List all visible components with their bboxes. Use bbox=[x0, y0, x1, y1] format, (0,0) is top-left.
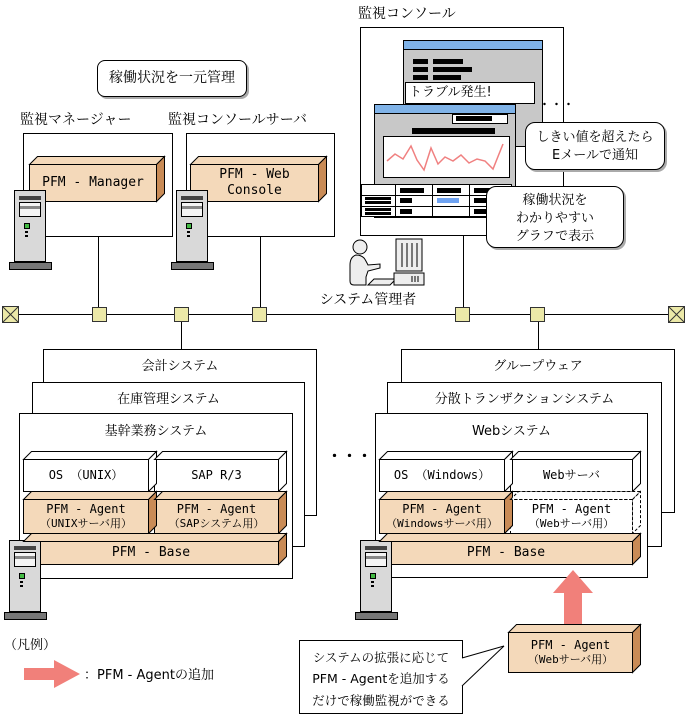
pfm-base-left-box bbox=[23, 541, 279, 565]
window-titlebar bbox=[375, 105, 515, 114]
threshold-bubble-line1: しきい値を超えたら bbox=[536, 130, 654, 145]
connection-line bbox=[260, 237, 261, 307]
pfm-agent-web-placeholder-box bbox=[510, 499, 633, 534]
window-titlebar bbox=[404, 41, 542, 50]
pfm-agent-unix-line1: PFM - Agent bbox=[46, 502, 126, 517]
server-tower-base-icon bbox=[4, 612, 47, 620]
pfm-agent-web-line1: PFM - Agent bbox=[531, 502, 612, 517]
pfm-manager-label: PFM - Manager bbox=[42, 174, 144, 190]
pfm-agent-addon-line1: PFM - Agent bbox=[530, 638, 611, 653]
network-terminator-icon bbox=[668, 306, 685, 323]
stack-separator-ellipsis: ・・・ bbox=[327, 447, 373, 465]
os-unix-box bbox=[23, 459, 149, 492]
pfm-agent-sap-line1: PFM - Agent bbox=[176, 502, 257, 517]
network-node-icon bbox=[455, 307, 470, 322]
expansion-callout-line1: システムの拡張に応じて bbox=[312, 650, 450, 665]
core-business-system-label: 基幹業務システム bbox=[104, 424, 208, 439]
toolbar-field bbox=[452, 114, 508, 124]
inventory-system-label: 在庫管理システム bbox=[117, 392, 220, 407]
administrator-icon bbox=[346, 237, 426, 293]
connection-line bbox=[98, 237, 99, 307]
monitoring-manager-label: 監視マネージャー bbox=[20, 112, 132, 128]
graph-bubble-line1: 稼働状況を bbox=[522, 193, 588, 208]
pfm-agent-windows-box bbox=[379, 499, 505, 534]
network-node-icon bbox=[252, 307, 267, 322]
threshold-bubble-line2: Eメールで通知 bbox=[552, 147, 638, 163]
add-agent-up-arrow-icon bbox=[551, 567, 595, 629]
system-admin-label: システム管理者 bbox=[319, 292, 417, 308]
server-tower-icon bbox=[176, 190, 208, 262]
groupware-label: グループウェア bbox=[493, 359, 583, 374]
pfm-agent-windows-line2: （Windowsサーバ用） bbox=[386, 517, 498, 531]
os-windows-label: OS （Windows） bbox=[393, 468, 491, 482]
alert-message: トラブル発生! bbox=[405, 82, 535, 104]
legend-description: ：PFM - Agentの追加 bbox=[84, 668, 214, 683]
metric-graph-line-icon bbox=[384, 137, 509, 177]
monitoring-console-label: 監視コンソール bbox=[358, 6, 456, 22]
pfm-web-console-label-line1: PFM - Web bbox=[219, 166, 290, 182]
connection-line bbox=[538, 322, 539, 349]
sap-box bbox=[154, 459, 279, 492]
monitoring-console-server-label: 監視コンソールサーバ bbox=[168, 112, 308, 128]
connection-line bbox=[181, 322, 182, 349]
pfm-agent-unix-box bbox=[23, 499, 149, 534]
graph-bubble-line3: グラフで表示 bbox=[515, 229, 595, 245]
connection-line bbox=[463, 236, 464, 307]
web-server-box bbox=[510, 459, 633, 492]
server-tower-base-icon bbox=[355, 612, 398, 620]
pfm-agent-addon-box bbox=[508, 632, 633, 673]
distributed-transaction-label: 分散トランザクションシステム bbox=[434, 392, 615, 407]
os-unix-label: OS （UNIX） bbox=[48, 468, 124, 482]
pfm-web-console-label-line2: Console bbox=[227, 183, 282, 198]
pfm-base-right-label: PFM - Base bbox=[466, 544, 546, 560]
graph-display-bubble bbox=[486, 186, 624, 248]
server-tower-base-icon bbox=[9, 262, 52, 270]
pfm-manager-box bbox=[29, 164, 157, 202]
pfm-agent-addon-line2: （Webサーバ用） bbox=[527, 653, 614, 667]
os-windows-box bbox=[379, 459, 505, 492]
add-agent-arrow-icon bbox=[24, 660, 82, 690]
expansion-callout bbox=[299, 640, 463, 714]
pfm-web-console-box bbox=[190, 164, 319, 202]
note-centralized-management: 稼働状況を一元管理 bbox=[97, 60, 247, 97]
network-line bbox=[10, 314, 677, 315]
sap-label: SAP R/3 bbox=[191, 468, 242, 482]
network-terminator-icon bbox=[2, 306, 19, 323]
server-tower-icon bbox=[14, 190, 46, 262]
pfm-base-right-box bbox=[379, 541, 633, 565]
web-server-label: Webサーバ bbox=[542, 468, 601, 482]
server-tower-base-icon bbox=[171, 262, 214, 270]
server-tower-icon bbox=[9, 540, 41, 612]
pfm-agent-unix-line2: （UNIXサーバ用） bbox=[40, 517, 132, 531]
graph-bubble-line2: わかりやすい bbox=[515, 211, 594, 227]
network-node-icon bbox=[92, 307, 107, 322]
expansion-callout-line3: だけで稼働監視ができる bbox=[312, 692, 450, 708]
console-ellipsis: ・・・ bbox=[539, 98, 575, 111]
selected-row-highlight bbox=[437, 198, 459, 203]
threshold-bubble bbox=[525, 122, 665, 170]
pfm-agent-windows-line1: PFM - Agent bbox=[402, 502, 482, 517]
web-system-label: Webシステム bbox=[471, 424, 552, 439]
pfm-agent-sap-box bbox=[154, 499, 279, 534]
pfm-agent-web-line2: （Webサーバ用） bbox=[528, 517, 615, 531]
pfm-base-left-label: PFM - Base bbox=[111, 544, 191, 560]
callout-pointer-icon bbox=[458, 636, 508, 690]
network-node-icon bbox=[174, 307, 189, 322]
pfm-agent-sap-line2: （SAPシステム用） bbox=[168, 517, 265, 531]
expansion-callout-line2: PFM - Agentを追加する bbox=[312, 671, 450, 687]
server-tower-icon bbox=[360, 540, 392, 612]
accounting-system-label: 会計システム bbox=[141, 359, 219, 374]
legend-title: （凡例） bbox=[4, 638, 57, 653]
metric-graph-panel bbox=[383, 136, 510, 178]
network-node-icon bbox=[530, 307, 545, 322]
